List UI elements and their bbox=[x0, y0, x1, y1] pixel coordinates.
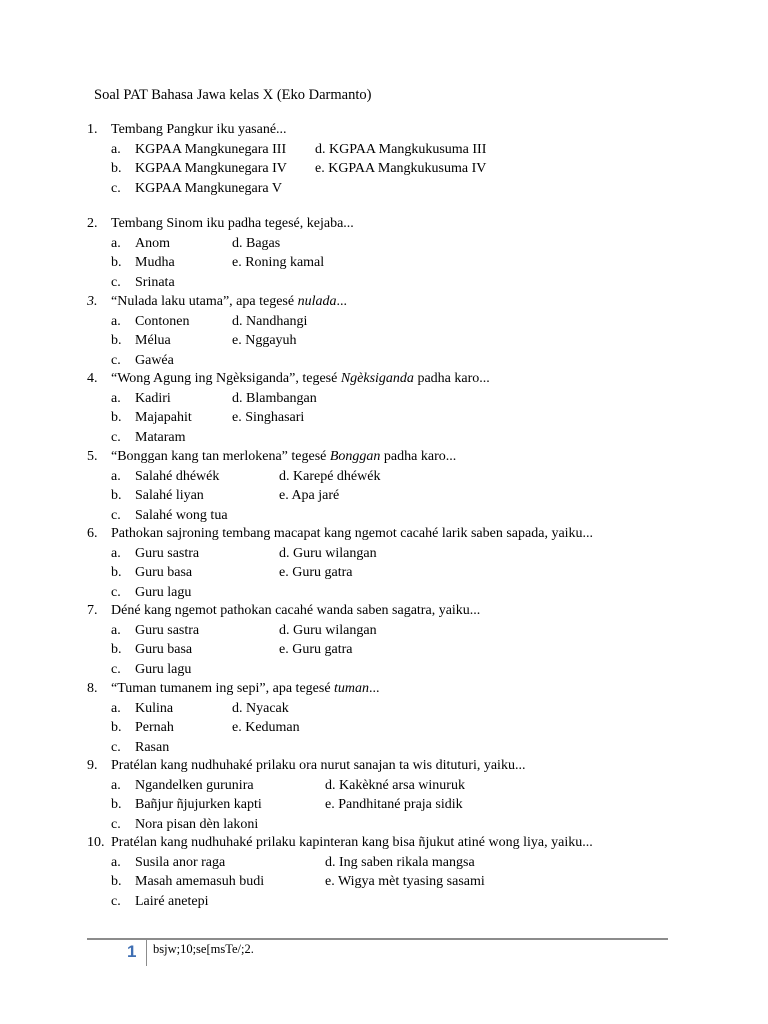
option-letter: a. bbox=[111, 235, 121, 251]
option-text-right: e. KGPAA Mangkukusuma IV bbox=[315, 161, 487, 176]
option-text: Kadiri bbox=[135, 390, 171, 406]
question-term: Ngèksiganda bbox=[340, 371, 414, 386]
option-text-right: e. Singhasari bbox=[232, 410, 305, 425]
option-letter: a. bbox=[111, 141, 121, 157]
question-number: 3. bbox=[87, 294, 98, 309]
option-row bbox=[111, 140, 486, 160]
option-row bbox=[111, 795, 525, 815]
option-letter: c. bbox=[111, 429, 121, 445]
question-line bbox=[87, 524, 593, 544]
option-letter: a. bbox=[111, 468, 121, 484]
option-text-right: e. Nggayuh bbox=[232, 333, 297, 348]
option-list bbox=[111, 312, 347, 371]
option-row bbox=[111, 234, 354, 254]
question-line bbox=[87, 756, 525, 776]
option-text: Mélua bbox=[135, 333, 171, 348]
option-row bbox=[111, 718, 380, 738]
question-text-part: padha karo... bbox=[380, 449, 457, 464]
option-text: Majapahit bbox=[135, 410, 192, 425]
question-text-part: “Tuman tumanem ing sepi”, apa tegesé bbox=[111, 681, 335, 696]
question-number: 10. bbox=[87, 835, 105, 850]
option-letter: a. bbox=[111, 390, 121, 406]
option-text: Gawéa bbox=[135, 352, 174, 368]
option-text: Guru sastra bbox=[135, 622, 200, 638]
question bbox=[87, 601, 480, 679]
question bbox=[87, 524, 593, 602]
question bbox=[87, 833, 593, 911]
option-list bbox=[111, 621, 480, 680]
option-letter: c. bbox=[111, 739, 121, 755]
option-row bbox=[111, 486, 456, 506]
footer-separator bbox=[146, 940, 147, 966]
question-text bbox=[111, 524, 593, 544]
question-number: 2. bbox=[87, 216, 98, 231]
question-term: tuman bbox=[334, 681, 370, 696]
option-text: Nora pisan dèn lakoni bbox=[135, 816, 259, 832]
option-row bbox=[111, 408, 490, 428]
question-text bbox=[111, 833, 593, 853]
question-line bbox=[87, 601, 480, 621]
option-row bbox=[111, 179, 486, 199]
option-row bbox=[111, 312, 347, 332]
option-letter: b. bbox=[111, 565, 122, 580]
option-row bbox=[111, 506, 456, 526]
option-row bbox=[111, 351, 347, 371]
option-letter: b. bbox=[111, 410, 122, 425]
footer-rule bbox=[87, 938, 668, 940]
question-text-part: Pathokan sajroning tembang macapat kang ngemot cacahé larik saben sapada, yaiku... bbox=[111, 526, 594, 541]
option-row bbox=[111, 273, 354, 293]
option-letter: c. bbox=[111, 507, 121, 523]
option-row bbox=[111, 253, 354, 273]
question-line bbox=[87, 679, 380, 699]
question-term: Bonggan bbox=[329, 449, 381, 464]
option-letter: c. bbox=[111, 661, 121, 677]
option-row bbox=[111, 467, 456, 487]
option-row bbox=[111, 159, 486, 179]
option-letter: c. bbox=[111, 893, 121, 909]
option-text: Rasan bbox=[135, 739, 170, 755]
question-text bbox=[111, 214, 354, 234]
option-text: Pernah bbox=[135, 720, 174, 735]
option-list bbox=[111, 467, 456, 526]
option-letter: b. bbox=[111, 333, 122, 348]
question bbox=[87, 679, 380, 757]
option-row bbox=[111, 872, 593, 892]
option-text-right: e. Keduman bbox=[232, 720, 300, 735]
option-text-right: d. KGPAA Mangkukusuma III bbox=[315, 141, 487, 157]
question-number: 1. bbox=[87, 122, 98, 137]
option-row bbox=[111, 853, 593, 873]
option-text: Salahé wong tua bbox=[135, 507, 228, 523]
question bbox=[87, 369, 490, 447]
question-number: 6. bbox=[87, 526, 98, 541]
option-list bbox=[111, 853, 593, 912]
question-text bbox=[111, 756, 525, 776]
option-text-right: e. Guru gatra bbox=[279, 642, 353, 657]
option-text-right: d. Guru wilangan bbox=[279, 622, 377, 638]
option-letter: b. bbox=[111, 720, 122, 735]
question-text-part: Tembang Pangkur iku yasané... bbox=[111, 122, 287, 137]
option-text: KGPAA Mangkunegara III bbox=[135, 141, 287, 157]
option-row bbox=[111, 389, 490, 409]
option-text: Anom bbox=[135, 235, 170, 251]
option-letter: a. bbox=[111, 777, 121, 793]
option-letter: b. bbox=[111, 642, 122, 657]
option-row bbox=[111, 621, 480, 641]
option-letter: b. bbox=[111, 255, 122, 270]
question-line bbox=[87, 369, 490, 389]
question-text bbox=[111, 369, 490, 389]
question bbox=[87, 292, 347, 370]
question-text-part: “Nulada laku utama”, apa tegesé bbox=[111, 294, 298, 309]
question-line bbox=[87, 447, 456, 467]
question-text-part: padha karo... bbox=[413, 371, 490, 386]
option-text-right: d. Nyacak bbox=[232, 700, 289, 716]
option-text: Guru lagu bbox=[135, 661, 192, 677]
option-text-right: e. Apa jaré bbox=[279, 488, 340, 503]
question-line bbox=[87, 214, 354, 234]
option-text-right: e. Wigya mèt tyasing sasami bbox=[325, 874, 485, 889]
option-list bbox=[111, 699, 380, 758]
option-text-right: e. Pandhitané praja sidik bbox=[325, 797, 463, 812]
option-list bbox=[111, 140, 486, 199]
question-text bbox=[111, 292, 347, 312]
option-letter: c. bbox=[111, 816, 121, 832]
option-row bbox=[111, 738, 380, 758]
page-number: 1 bbox=[127, 942, 137, 961]
question-line bbox=[87, 833, 593, 853]
option-text: Bañjur ñjujurken kapti bbox=[135, 797, 262, 812]
option-text-right: d. Ing saben rikala mangsa bbox=[325, 854, 475, 870]
option-text-right: d. Bagas bbox=[232, 235, 281, 251]
option-list bbox=[111, 234, 354, 293]
question-text bbox=[111, 447, 456, 467]
option-letter: b. bbox=[111, 488, 122, 503]
option-text: Salahé liyan bbox=[135, 488, 204, 503]
option-letter: c. bbox=[111, 352, 121, 368]
option-row bbox=[111, 563, 593, 583]
option-text: Mudha bbox=[135, 255, 175, 270]
question bbox=[87, 447, 456, 525]
option-row bbox=[111, 544, 593, 564]
option-text: Lairé anetepi bbox=[135, 893, 209, 909]
question bbox=[87, 120, 486, 198]
option-row bbox=[111, 660, 480, 680]
option-letter: a. bbox=[111, 854, 121, 870]
question-term: nulada bbox=[297, 294, 337, 309]
option-text-right: d. Guru wilangan bbox=[279, 545, 377, 561]
option-text: Guru basa bbox=[135, 642, 193, 657]
option-row bbox=[111, 640, 480, 660]
option-letter: c. bbox=[111, 274, 121, 290]
option-row bbox=[111, 583, 593, 603]
option-row bbox=[111, 331, 347, 351]
option-text: Srinata bbox=[135, 274, 175, 290]
option-text: Salahé dhéwék bbox=[135, 468, 220, 484]
option-letter: a. bbox=[111, 545, 121, 561]
question-number: 7. bbox=[87, 603, 98, 618]
question-text-part: ... bbox=[369, 681, 380, 696]
option-text-right: d. Blambangan bbox=[232, 390, 317, 406]
option-letter: b. bbox=[111, 161, 122, 176]
option-letter: c. bbox=[111, 584, 121, 600]
option-letter: c. bbox=[111, 180, 121, 196]
question-text bbox=[111, 120, 287, 140]
option-row bbox=[111, 776, 525, 796]
option-text-right: d. Karepé dhéwék bbox=[279, 468, 381, 484]
option-row bbox=[111, 699, 380, 719]
option-text: Guru lagu bbox=[135, 584, 192, 600]
question bbox=[87, 214, 354, 292]
question-line bbox=[87, 292, 347, 312]
option-row bbox=[111, 815, 525, 835]
option-letter: b. bbox=[111, 874, 122, 889]
question-text bbox=[111, 601, 480, 621]
option-text: Kulina bbox=[135, 700, 174, 716]
question-number: 8. bbox=[87, 681, 98, 696]
page-title: Soal PAT Bahasa Jawa kelas X (Eko Darmanto) bbox=[94, 87, 372, 103]
question-text-part: “Wong Agung ing Ngèksiganda”, tegesé bbox=[111, 371, 341, 386]
option-list bbox=[111, 389, 490, 448]
question-text-part: “Bonggan kang tan merlokena” tegesé bbox=[111, 449, 330, 464]
option-text: Guru basa bbox=[135, 565, 193, 580]
question-number: 4. bbox=[87, 371, 98, 386]
question-number: 9. bbox=[87, 758, 98, 773]
option-text: Susila anor raga bbox=[135, 854, 226, 870]
option-text-right: e. Roning kamal bbox=[232, 255, 325, 270]
option-letter: a. bbox=[111, 622, 121, 638]
option-letter: a. bbox=[111, 700, 121, 716]
question-text-part: Pratélan kang nudhuhaké prilaku ora nurut sanajan ta wis dituturi, yaiku... bbox=[111, 758, 526, 773]
option-list bbox=[111, 776, 525, 835]
option-text-right: d. Kakèkné arsa winuruk bbox=[325, 777, 465, 793]
question-line bbox=[87, 120, 486, 140]
option-text: KGPAA Mangkunegara IV bbox=[135, 161, 287, 176]
footer-code: bsjw;10;se[msTe/;2. bbox=[153, 942, 254, 956]
question-text-part: ... bbox=[336, 294, 347, 309]
option-letter: b. bbox=[111, 797, 122, 812]
option-text: Contonen bbox=[135, 313, 190, 329]
question-text-part: Déné kang ngemot pathokan cacahé wanda saben sagatra, yaiku... bbox=[111, 603, 481, 618]
option-text: Masah amemasuh budi bbox=[135, 874, 265, 889]
option-text: Guru sastra bbox=[135, 545, 200, 561]
option-row bbox=[111, 428, 490, 448]
question-number: 5. bbox=[87, 449, 98, 464]
option-text-right: e. Guru gatra bbox=[279, 565, 353, 580]
option-text: Mataram bbox=[135, 429, 186, 445]
option-text-right: d. Nandhangi bbox=[232, 313, 308, 329]
option-text: KGPAA Mangkunegara V bbox=[135, 180, 282, 196]
question-text-part: Pratélan kang nudhuhaké prilaku kapinteran kang bisa ñjukut atiné wong liya, yaiku... bbox=[111, 835, 593, 850]
question bbox=[87, 756, 525, 834]
question-text-part: Tembang Sinom iku padha tegesé, kejaba... bbox=[111, 216, 354, 231]
option-text: Ngandelken gurunira bbox=[135, 777, 254, 793]
question-text bbox=[111, 679, 380, 699]
option-list bbox=[111, 544, 593, 603]
option-row bbox=[111, 892, 593, 912]
option-letter: a. bbox=[111, 313, 121, 329]
